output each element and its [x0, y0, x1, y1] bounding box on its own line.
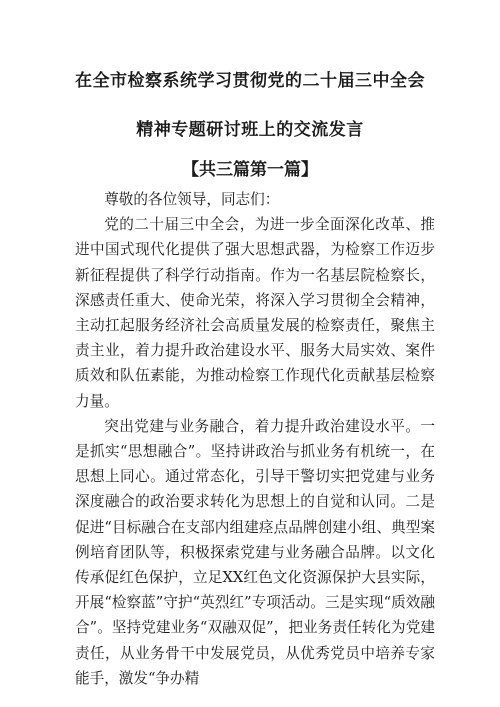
paragraph-2: 突出党建与业务融合，着力提升政治建设水平。一是抓实“思想融合”。坚持讲政治与抓业务有机统一，在思想上同心。通过常态化，引导干警切实把党建与业务深度融合的政治要求转化为思想上的自觉和认同。二是促进“目标融合在支部内组建痉点品牌创建小组、典型案例培育团队等，积极探索党建与业务融合品牌。以文化传承促红色保护，立足XX红色文化资源保护大县实际，开展“检察蓝”守护“英烈红”专项活动。三是实现“质效融合”。坚持党建业务“双融双促”，把业务责任转化为党建责任，从业务骨干中发展党员，从优秀党员中培养专家能手，激发“争办精 — [75, 417, 435, 687]
paragraph-1: 党的二十届三中全会，为进一步全面深化改革、推进中国式现代化提供了强大思想武器，为检察工作迈步新征程提供了科学行动指南。作为一名基层院检察长，深感责任重大、使命光荣，将深入学习贯彻全会精神，主动扛起服务经济社会高质量发展的检察责任，聚焦主责主业，着力提升政治建设水平、服务大局实效、案件质效和队伍素能，为推动检察工作现代化贡献基层检察力量。 — [75, 216, 435, 410]
document-subtitle: 【共三篇第一篇】 — [182, 160, 318, 180]
document-title-line-2: 精神专题研讨班上的交流发言 — [136, 120, 364, 140]
document-title-line-1: 在全市检察系统学习贯彻党的二十届三中全会 — [75, 71, 425, 91]
document-body — [75, 187, 435, 691]
salutation: 尊敬的各位领导，同志们： — [104, 191, 280, 208]
